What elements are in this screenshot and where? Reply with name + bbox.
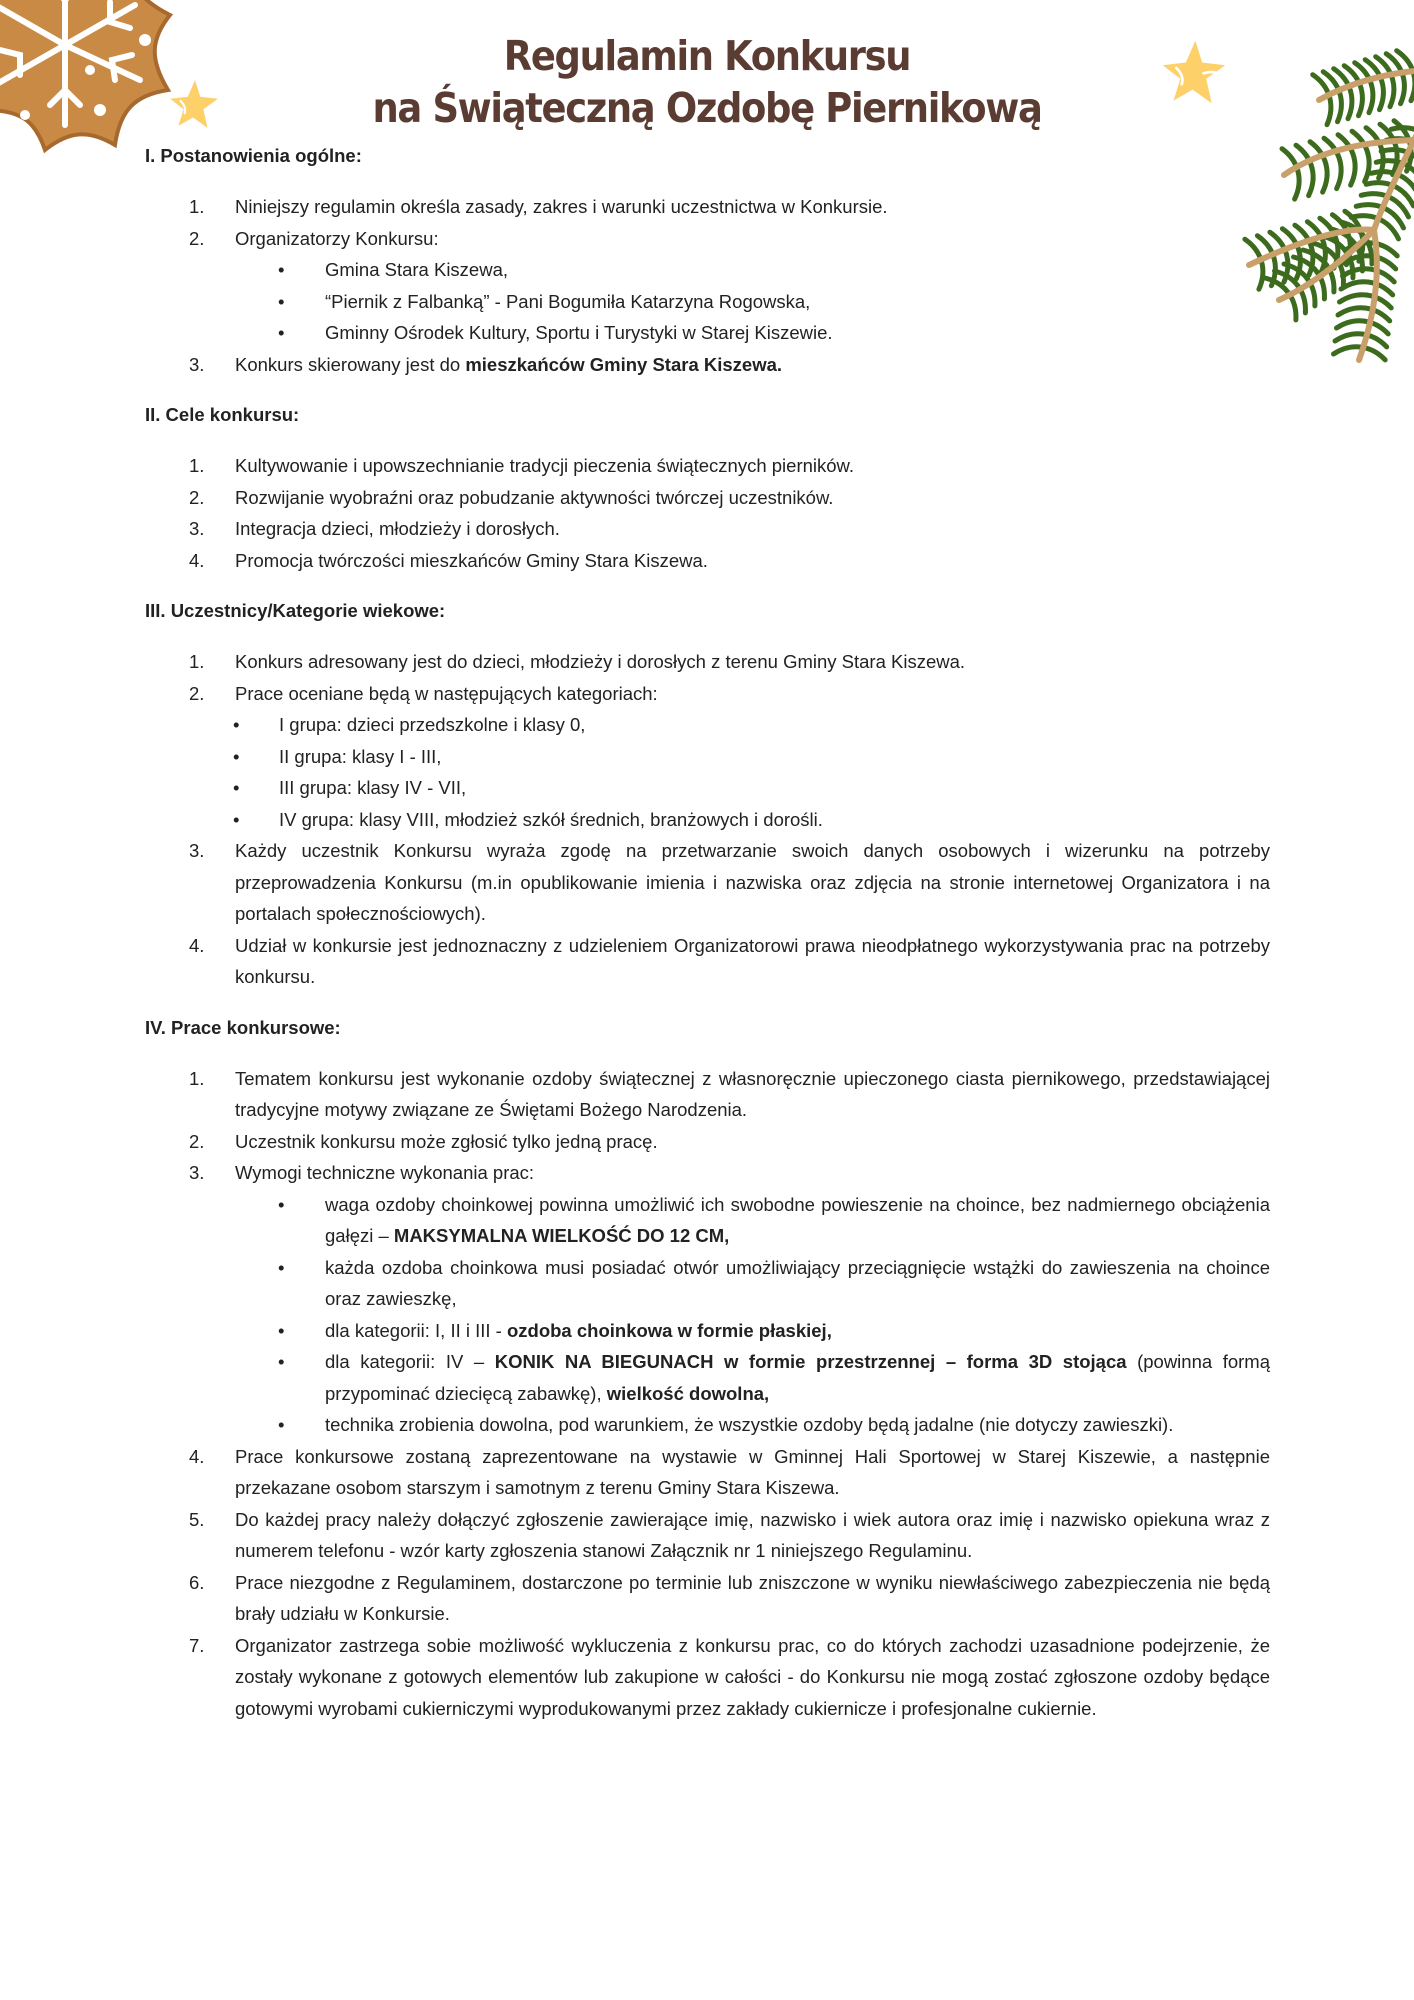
requirement-text: każda ozdoba choinkowa musi posiadać otwór umożliwiający przeciągnięcie wstążki do zawieszenia na choince oraz zawieszkę, [325,1256,1270,1309]
pine-needle [1359,88,1363,116]
list-item [145,835,1270,930]
item-number: 1. [189,455,205,476]
pine-needle [1338,308,1365,315]
organizer-item [145,254,1270,286]
item-number: 4. [189,549,205,571]
pine-needle [1368,282,1393,295]
title-line-1: Regulamin Konkursu [503,32,911,80]
item-text: Rozwijanie wyobraźni oraz pobudzanie aktywności twórczej uczestników. [235,486,834,508]
item-number: 1. [189,1067,205,1089]
requirement-text: dla kategorii: IV – [325,1351,495,1372]
document-title [71,30,1344,134]
list-item [145,1126,1270,1158]
pine-needle [1337,161,1342,189]
bullet-icon: • [278,259,285,280]
item-text: Konkurs adresowany jest do dzieci, młodzieży i dorosłych z terenu Gminy Stara Kiszewa. [235,651,966,672]
age-group-text: IV grupa: klasy VIII, młodzież szkół średnich, branżowych i dorośli. [279,808,823,830]
age-group-item [145,741,1270,773]
list-item [145,1441,1270,1504]
section-heading-general: I. Postanowienia ogólne: [145,145,362,166]
list-item [145,1630,1270,1725]
item-number: 2. [189,486,205,508]
item-number: 4. [189,934,205,956]
list-item [145,1157,1270,1189]
requirement-text-bold: ozdoba choinkowa w formie płaskiej, [506,1319,832,1341]
bullet-icon: • [278,1351,285,1372]
age-group-item [145,804,1270,836]
bullet-icon: • [278,322,285,343]
item-text: Organizatorzy Konkursu: [235,227,439,249]
requirement-text-bold: MAKSYMALNA WIELKOŚĆ DO 12 CM, [393,1225,730,1246]
bullet-icon: • [278,1193,285,1215]
pine-needle [1343,269,1370,276]
organizer-text: “Piernik z Falbanką” - Pani Bogumiła Katarzyna Rogowska, [325,290,811,312]
requirement-item [145,1315,1270,1347]
section-heading-goals: II. Cele konkursu: [145,404,300,425]
pine-needle [1370,269,1395,282]
item-text: Organizator zastrzega sobie możliwość wykluczenia z konkursu prac, co do których zachodzi uzasadnione podejrzenie, że zostały wykonane z gotowych elementów lub zakupione w całości - do Konkursu nie mogą zostać zgłoszone ozdoby będące gotowymi wyrobami cukierniczymi wyprodukowanymi przez zakłady cukiernicze i profesjonalne cukiernie. [235,1634,1270,1719]
pine-needle [1401,76,1405,104]
requirement-text-bold-2: wielkość dowolna, [606,1382,770,1404]
pine-needle [1351,158,1356,186]
list-item [145,191,1270,223]
bullet-icon: • [233,714,240,735]
regulations-body [145,140,1270,1724]
organizer-item [145,317,1270,349]
organizer-text: Gminny Ośrodek Kultury, Sportu i Turystyki w Starej Kiszewie. [325,322,833,343]
bullet-icon: • [278,1319,285,1341]
item-text: Prace konkursowe zostaną zaprezentowane na wystawie w Gminnej Hali Sportowej w Starej Kiszewie, a następnie przekazane osobom starszym i samotnym z terenu Gminy Stara Kiszewa. [235,1445,1270,1498]
item-text: Promocja twórczości mieszkańców Gminy Stara Kiszewa. [235,549,708,571]
pine-needle [1335,334,1362,341]
item-text: Prace oceniane będą w następujących kategoriach: [235,682,658,704]
age-group-text: III grupa: klasy IV - VII, [279,777,467,798]
bullet-icon: • [278,290,285,312]
organizer-text: Gmina Stara Kiszewa, [325,259,509,280]
list-item [145,1504,1270,1567]
requirement-item [145,1409,1270,1441]
item-text: Każdy uczestnik Konkursu wyraża zgodę na przetwarzanie swoich danych osobowych i wizerunku na potrzeby przeprowadzenia Konkursu (m.in opublikowanie imienia i nazwiska oraz zdjęcia na stronie internetowej Organizatora i na portalach społecznościowych). [235,840,1270,924]
requirement-text: dla kategorii: I, II i III - [325,1319,507,1341]
pine-needle [1369,85,1373,113]
requirement-text-2: (powinna formą przypominać dziecięcą zabawkę), [325,1351,1270,1404]
list-item [145,349,1270,381]
item-text: Uczestnik konkursu może zgłosić tylko jedną pracę. [235,1130,658,1152]
requirement-item [145,1189,1270,1252]
pine-needle [1340,295,1367,302]
pine-needle [1367,295,1392,308]
bullet-icon: • [278,1414,285,1435]
requirement-text: waga ozdoby choinkowej powinna umożliwić ich swobodne powieszenie na choince, bez nadmiernego obciążenia gałęzi – [325,1193,1270,1246]
item-number: 1. [189,196,205,217]
list-item [145,930,1270,993]
item-number: 2. [189,227,205,249]
organizer-item [145,286,1270,318]
item-number: 2. [189,1130,205,1152]
item-number: 6. [189,1571,205,1593]
list-item [145,482,1270,514]
section-heading-entries: IV. Prace konkursowe: [145,1016,341,1038]
pine-needle [1337,321,1364,328]
pine-needle [1295,172,1300,200]
age-group-text: II grupa: klasy I - III, [279,745,442,767]
title-line-2: na Świąteczną Ozdobę Piernikową [372,84,1042,132]
requirement-text-bold: KONIK NA BIEGUNACH w formie przestrzennej – forma 3D stojąca [494,1351,1127,1372]
item-text: Prace niezgodne z Regulaminem, dostarczone po terminie lub zniszczone w wyniku niewłaściwego zabezpieczenia nie będą brały udziału w Konkursie. [235,1571,1270,1624]
item-number: 4. [189,1445,205,1467]
bullet-icon: • [233,777,240,798]
item-text: Niniejszy regulamin określa zasady, zakres i warunki uczestnictwa w Konkursie. [235,196,888,217]
item-text: Integracja dzieci, młodzieży i dorosłych. [235,518,560,539]
pine-needle [1309,168,1314,196]
item-number: 3. [189,840,205,861]
list-item [145,1063,1270,1126]
list-item [145,450,1270,482]
list-item [145,545,1270,577]
item-text-bold: mieszkańców Gminy Stara Kiszewa. [465,353,783,375]
item-number: 3. [189,1162,205,1183]
list-item [145,513,1270,545]
item-text: Do każdej pracy należy dołączyć zgłoszenie zawierające imię, nazwisko i wiek autora oraz imię i nazwisko opiekuna wraz z numerem telefonu - wzór karty zgłoszenia stanowi Załącznik nr 1 niniejszego Regulaminu. [235,1508,1270,1561]
item-number: 3. [189,518,205,539]
item-number: 1. [189,651,205,672]
item-text: Wymogi techniczne wykonania prac: [235,1162,535,1183]
age-group-item [145,709,1270,741]
age-group-item [145,772,1270,804]
item-text: Kultywowanie i upowszechnianie tradycji pieczenia świątecznych pierników. [235,455,855,476]
requirement-item [145,1252,1270,1315]
list-item [145,1567,1270,1630]
pine-needle [1366,128,1382,151]
bullet-icon: • [233,808,240,830]
pine-needle [1348,91,1352,119]
pine-needle [1379,219,1399,239]
pine-needle [1296,251,1300,279]
bullet-icon: • [233,745,240,767]
requirement-text: technika zrobienia dowolna, pod warunkiem, że wszystkie ozdoby będą jadalne (nie dotyczy zawieszki). [325,1414,1174,1435]
pine-needle [1351,216,1379,219]
bullet-icon: • [278,1256,285,1278]
pine-needle [1390,79,1394,107]
pine-needle [1380,82,1384,110]
list-item [145,678,1270,710]
list-item [145,223,1270,255]
item-number: 2. [189,682,205,704]
requirement-item [145,1346,1270,1409]
pine-needle [1334,347,1361,354]
item-text: Konkurs skierowany jest do [235,353,466,375]
pine-needle [1323,165,1328,193]
item-text: Udział w konkursie jest jednoznaczny z udzieleniem Organizatorowi prawa nieodpłatnego wykorzystywania prac na potrzeby konkursu. [235,934,1270,987]
list-item [145,646,1270,678]
pine-needle [1365,154,1370,182]
item-number: 7. [189,1634,205,1656]
age-group-text: I grupa: dzieci przedszkolne i klasy 0, [279,714,586,735]
item-number: 5. [189,1508,205,1530]
item-number: 3. [189,353,205,375]
section-heading-participants: III. Uczestnicy/Kategorie wiekowe: [145,600,446,621]
item-text: Tematem konkursu jest wykonanie ozdoby świątecznej z własnoręcznie upieczonego ciasta piernikowego, przedstawiającej tradycyjne motywy związane ze Świętami Bożego Narodzenia. [235,1067,1270,1120]
